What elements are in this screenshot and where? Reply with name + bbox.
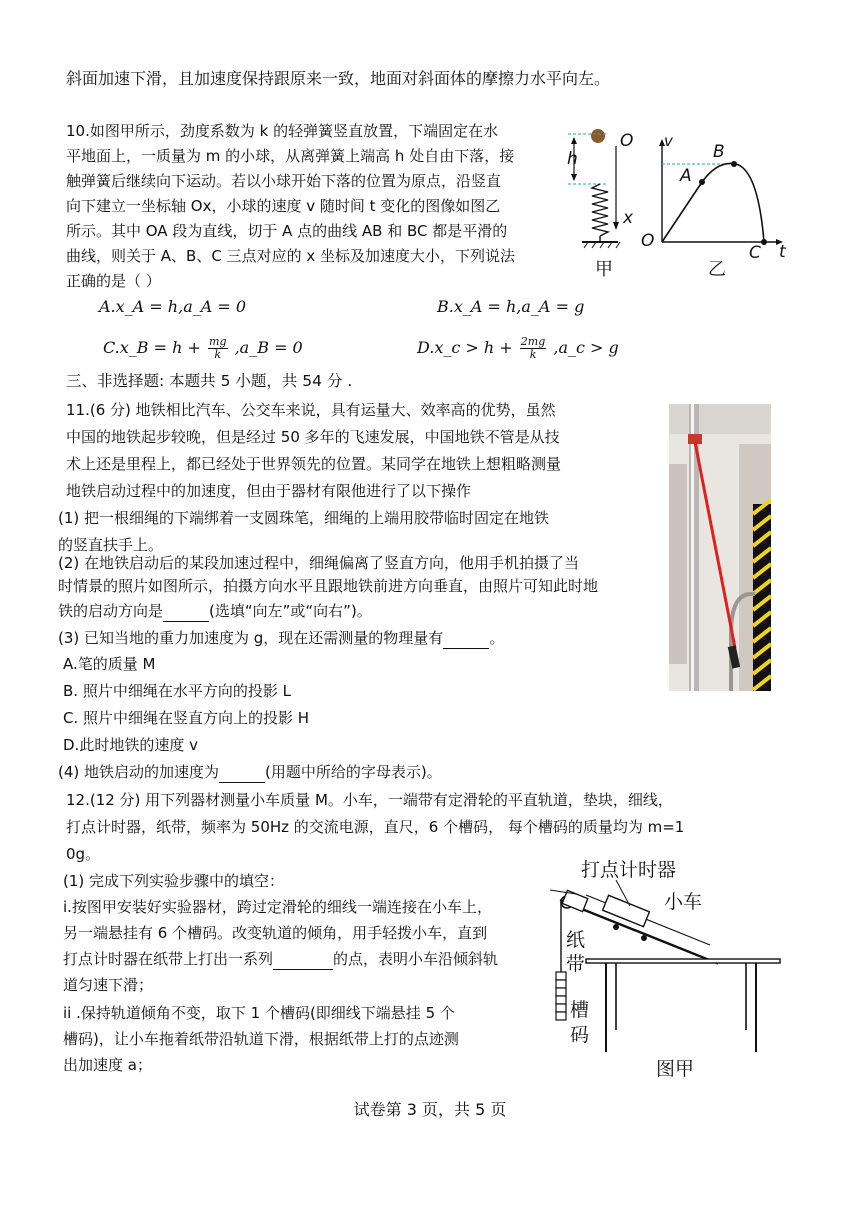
q12-i-a: i.按图甲安装好实验器材，跨过定滑轮的细线一端连接在小车上， [63, 898, 492, 916]
q12-step1: (1) 完成下列实验步骤中的填空： [63, 872, 285, 890]
label-h: h [567, 149, 578, 169]
q12-ii-b: 槽码)，让小车拖着纸带沿轨道下滑，根据纸带上打的点迹测 [63, 1030, 459, 1048]
label-o-yi: O [641, 231, 655, 251]
q11-line-2: 中国的地铁起步较晚，但是经过 50 多年的飞速发展，中国地铁不管是从技 [66, 428, 560, 446]
q11-step1-b: 的竖直扶手上。 [58, 536, 164, 554]
label-tape-1: 纸 [566, 929, 586, 951]
label-v: v [664, 132, 673, 150]
q11-step1-a: (1) 把一根细绳的下端绑着一支圆珠笔，细绳的上端用胶带临时固定在地铁 [58, 509, 550, 527]
subway-handrail-photo [669, 404, 771, 691]
q11-step4-prefix: (4) 地铁启动的加速度为 [58, 763, 220, 781]
q11-step2-c [58, 600, 372, 622]
label-timer: 打点计时器 [581, 859, 677, 881]
q12-i-c [63, 948, 498, 970]
option-c-prefix: C.x_B = h + [103, 338, 201, 357]
q12-line-3: 0g。 [66, 845, 101, 863]
q11-step3-prefix: (3) 已知当地的重力加速度为 g，现在还需测量的物理量有 [58, 629, 444, 647]
label-a: A [680, 166, 692, 186]
answer-blank-direction[interactable] [163, 605, 209, 622]
option-b: B.x_A = h,a_A = g [437, 297, 585, 316]
q11-step2-a: (2) 在地铁启动后的某段加速过程中，细绳偏离了竖直方向，他用手机拍摄了当 [58, 554, 580, 572]
option-d [417, 333, 619, 363]
q12-i-c-suffix: 的点，表明小车沿倾斜轨 [333, 950, 499, 968]
answer-blank-quantities[interactable] [443, 632, 489, 649]
page-footer: 试卷第 3 页，共 5 页 [353, 1100, 507, 1119]
q11-line-1: 11.(6 分) 地铁相比汽车、公交车来说，具有运量大、效率高的优势，虽然 [66, 401, 556, 419]
option-d-fraction [520, 336, 546, 361]
q12-i-d: 道匀速下滑； [63, 976, 154, 994]
q10-line-4: 向下建立一坐标轴 Ox，小球的速度 v 随时间 t 变化的图像如图乙 [66, 197, 501, 215]
section-3-heading: 三、非选择题: 本题共 5 小题，共 54 分 . [66, 372, 353, 390]
label-t: t [779, 242, 786, 262]
q11-step4-suffix: (用题中所给的字母表示)。 [265, 763, 442, 781]
q11-step2-b: 时情景的照片如图所示，拍摄方向水平且跟地铁前进方向垂直，由照片可知此时地 [58, 577, 599, 595]
label-cart: 小车 [664, 891, 703, 913]
q10-line-1: 10.如图甲所示，劲度系数为 k 的轻弹簧竖直放置，下端固定在水 [66, 122, 499, 140]
q10-line-5: 所示。其中 OA 段为直线，切于 A 点的曲线 AB 和 BC 都是平滑的 [66, 222, 508, 240]
answer-blank-dots[interactable] [273, 953, 333, 970]
q11-step2-c-prefix: 铁的启动方向是 [58, 602, 164, 620]
label-b: B [713, 142, 725, 162]
q10-line-3: 触弹簧后继续向下运动。若以小球开始下落的位置为原点，沿竖直 [66, 172, 502, 190]
option-c-den: k [214, 348, 222, 361]
q10-line-2: 平地面上，一质量为 m 的小球，从离弹簧上端高 h 处自由下落，接 [66, 147, 515, 165]
label-o-jia: O [620, 131, 634, 151]
caption-figure-jia-q12: 图甲 [656, 1058, 695, 1080]
label-hook-2: 码 [570, 1024, 590, 1046]
option-a: A.x_A = h,a_A = 0 [99, 297, 247, 316]
option-d-suffix: ,a_c > g [553, 338, 619, 357]
q11-option-c: C. 照片中细绳在竖直方向上的投影 H [63, 709, 310, 727]
option-c [103, 333, 303, 363]
q12-i-b: 另一端悬挂有 6 个槽码。改变轨道的倾角，用手轻拨小车，直到 [63, 924, 488, 942]
option-d-den: k [529, 348, 537, 361]
q11-step3-suffix: 。 [489, 629, 505, 647]
q11-step4 [58, 761, 442, 783]
label-c: C [749, 243, 761, 263]
option-c-suffix: ,a_B = 0 [234, 338, 303, 357]
q11-step3 [58, 627, 504, 649]
q12-ii-a: ii .保持轨道倾角不变，取下 1 个槽码(即细线下端悬挂 5 个 [63, 1004, 455, 1022]
q11-option-d: D.此时地铁的速度 v [63, 736, 198, 754]
label-hook-1: 槽 [570, 999, 590, 1021]
q12-i-c-prefix: 打点计时器在纸带上打出一系列 [63, 950, 274, 968]
ball-icon [591, 129, 605, 143]
q11-option-a: A.笔的质量 M [63, 655, 156, 673]
option-c-num: mg [209, 335, 227, 348]
answer-blank-acceleration[interactable] [219, 766, 265, 783]
q11-line-4: 地铁启动过程中的加速度，但由于器材有限他进行了以下操作 [66, 482, 472, 500]
caption-jia: 甲 [595, 259, 613, 280]
q11-option-b: B. 照片中细绳在水平方向的投影 L [63, 682, 291, 700]
q11-step2-c-suffix: (选填“向左”或“向右”)。 [209, 602, 372, 620]
caption-yi: 乙 [708, 259, 726, 280]
option-d-num: 2mg [520, 335, 546, 348]
q12-ii-c: 出加速度 a； [63, 1056, 152, 1074]
option-d-prefix: D.x_c > h + [417, 338, 513, 357]
carryover-text: 斜面加速下滑，且加速度保持跟原来一致，地面对斜面体的摩擦力水平向左。 [66, 69, 611, 88]
q12-line-1: 12.(12 分) 用下列器材测量小车质量 M。小车，一端带有定滑轮的平直轨道，垫块，细线， [66, 791, 673, 809]
q11-line-3: 术上还是里程上，都已经处于世界领先的位置。某同学在地铁上想粗略测量 [66, 455, 562, 473]
label-x: x [623, 208, 634, 228]
q10-line-6: 曲线，则关于 A、B、C 三点对应的 x 坐标及加速度大小，下列说法 [66, 247, 515, 265]
label-tape-2: 带 [566, 953, 586, 975]
q12-line-2: 打点计时器，纸带，频率为 50Hz 的交流电源，直尺，6 个槽码， 每个槽码的质量均为 m=1 [66, 818, 685, 836]
cart-icon [603, 895, 650, 926]
q10-line-7: 正确的是（ ） [66, 272, 161, 290]
option-c-fraction [208, 336, 227, 361]
